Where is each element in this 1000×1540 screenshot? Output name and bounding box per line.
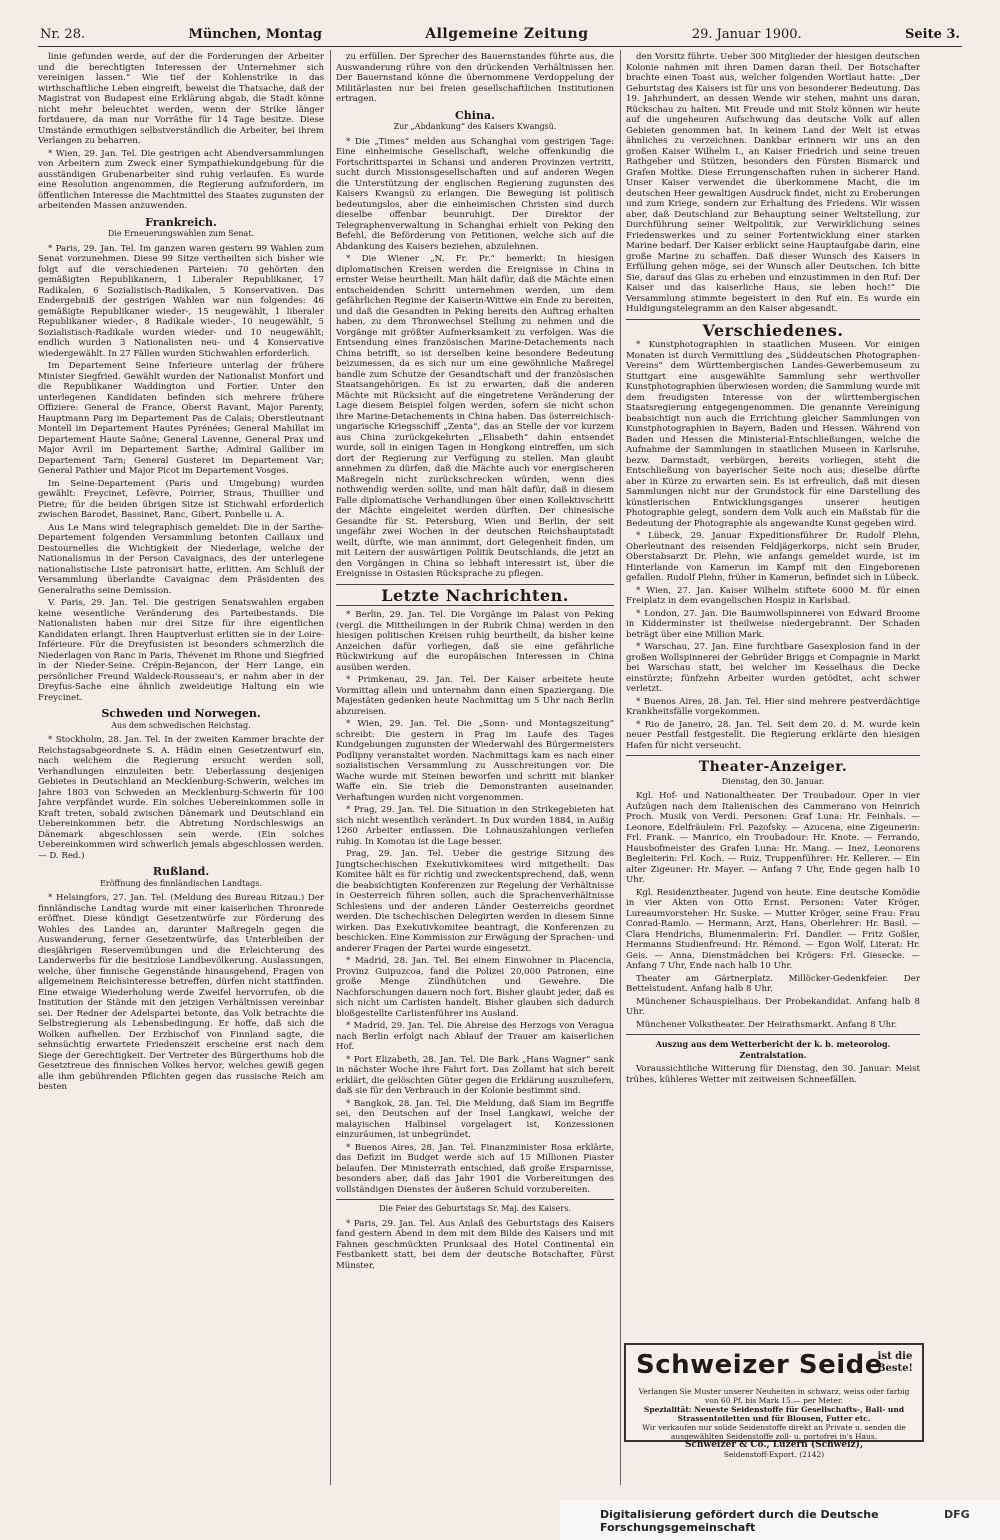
section-subheading: Zur „Abdankung“ des Kaisers Kwangsü. bbox=[393, 122, 557, 131]
city-day: München, Montag bbox=[188, 27, 322, 42]
section-heading: Schweden und Norwegen. bbox=[101, 707, 261, 720]
section-subheading: Dienstag, den 30. Januar. bbox=[721, 776, 825, 786]
ad-firm: Schweizer & Co., Luzern (Schweiz), bbox=[684, 1440, 864, 1450]
paragraph: * Madrid, 28. Jan. Tel. Bei einem Einwohner in Placencia, Provinz Guipuzcoa, fand die Polizei 20,000 Patronen, eine große Menge Zündhütchen und Gewehre. Die Nachforschungen dauern noch fort. Bisher glaubt jeder, daß es sich nicht um Carlisten handelt. Bisher glauben sich dadurch bloßgestellte Carlistenführer ins Ausland. bbox=[336, 956, 614, 1019]
paragraph: * Bangkok, 28. Jan. Tel. Die Meldung, daß Siam im Begriffe sei, den Deutschen auf der Insel Langkawi, welche der malayischen Halbinsel vorgelagert ist, Konzessionen einzuräumen, ist unbegründet. bbox=[336, 1098, 614, 1140]
column-1 bbox=[38, 52, 324, 1492]
paragraph: Voraussichtliche Witterung für Dienstag, den 30. Januar: Meist trübes, kühleres Wetter mit zeitweisen Schneefällen. bbox=[626, 1064, 920, 1085]
paragraph: * Helsingfors, 27. Jan. Tel. (Meldung des Bureau Ritzau.) Der finnländische Landtag wurde mit einer kaiserlichen Thronrede eröffnet. Diese kündigt Gesetzentwürfe zur Förderung des Wohles des Landes an, darunter Maßregeln gegen die Auswanderung, ferner Gesetzentwürfe, das Unterbleiben der diesjährigen Reservemübungen und die Erleichterung des Landerwerbs für die besitzlose Landbevölkerung. Auslassungen, welche, über finnische Gegenstände hinausgehend, Fragen von allgemeinem Reichsinteresse betreffen, dürfen nicht stattfinden. Eine etwaige Wiederholung werde Zweifel hervorrufen, ob die Institution der Stände mit den jetzigen Verhältnissen vereinbar sei. Der Redner der Adelspartei betonte, das Volk betrachte die Selbstregierung als Lebensbedingung. Er hoffe, daß sich die Wolken aufhellen. Der Erzbischof von Finnland sagte, die sehnsüchtig erwartete Friedenszeit erscheine erst nach dem Siege der Gerechtigkeit. Der Vertreter des Bürgerthums hob die Gesetztreue des finnischen Volkes hervor, welches gewiß gegen alle ihm gebührenden Pflichten gegen das russische Reich am besten bbox=[38, 893, 324, 1092]
paragraph: linie gefunden werde, auf der die Forderungen der Arbeiter und die berechtigten Interessen der Unternehmer sich vereinigen lassen.“ Wie tief der Kohlenstrike in das wirthschaftliche Leben eingreift, beweist die Thatsache, daß der Magistrat von Budapest eine Erklärung abgab, die Stadt könne nicht mehr beleuchtet werden, wenn der Strike länger fortdauere, da man nur Vorräthe für 14 Tage besitze. Diese Umstände ermuthigen selbstverständlich die Arbeiter, bei ihrem Verlangen zu beharren. bbox=[38, 52, 324, 146]
issue-date: 29. Januar 1900. bbox=[691, 27, 802, 42]
page-header bbox=[40, 16, 960, 42]
page-number: Seite 3. bbox=[904, 27, 960, 42]
section-subheading: Die Feier des Geburtstags Sr. Maj. des Kaisers. bbox=[379, 1204, 571, 1213]
ad-line: Spezialität: Neueste Seidenstoffe für Gesellschafts-, Ball- und Strassentoiletten und für Blousen, Futter etc. bbox=[643, 1405, 905, 1423]
paragraph: Aus Le Mans wird telegraphisch gemeldet: Die in der Sarthe-Departement folgenden Versammlung betonten Caillaux und Destournelles die Wichtigkeit der Niederlage, welche der Nationalismus in der Person Cavaignacs, des der unterlegene nationalistische Liste patronisirt hatte, erlitten. Am Schluß der Versammlung überlandte Cavaignac dem Präsidenten des Generalraths seine Demission. bbox=[38, 522, 324, 596]
paragraph: * Warschau, 27. Jan. Eine furchtbare Gasexplosion fand in der großen Wollspinnerei der Gebrüder Briggs et Compagnie in Markt bei Warschau statt, bei welcher im Kesselhaus die Decke einstürzte; fünfzehn Arbeiter wurden getödtet, acht schwer verletzt. bbox=[626, 642, 920, 694]
paragraph: * Berlin, 29. Jan. Tel. Die Vorgänge im Palast von Peking (vergl. die Mittheilungen in der Rubrik China) werden in den hiesigen politischen Kreisen ruhig beurtheilt, da bisher keine Anzeichen dafür vorliegen, daß sie eine gefährliche Rückwirkung auf die europäischen Interessen in China ausüben werden. bbox=[336, 610, 614, 673]
paragraph: * Paris, 29. Jan. Tel. Aus Anlaß des Geburtstags des Kaisers fand gestern Abend in dem mit dem Bilde des Kaisers und mit Fahnen geschmückten Prunksaal des Hotel Continental ein Festbankett statt, bei dem der deutsche Botschafter, Fürst Münster, bbox=[336, 1218, 614, 1271]
paragraph: Münchener Volkstheater. Der Heirathsmarkt. Anfang 8 Uhr. bbox=[636, 1019, 898, 1030]
paragraph: * Buenos Aires, 28. Jan. Tel. Finanzminister Rosa erklärte, das Defizit im Budget werde sich auf 15 Millionen Piaster belaufen. Der Ministerrath entschied, daß große Ersparnisse, besonders aber, daß das Jahr 1901 die Vorbereitungen des vollständigen Dienstes der äußeren Schuld vorzubereiten. bbox=[336, 1142, 614, 1195]
column-divider bbox=[330, 50, 331, 1485]
section-rule bbox=[626, 319, 920, 320]
section-heading: China. bbox=[455, 108, 495, 122]
paragraph: * Paris, 29. Jan. Tel. Im ganzen waren gestern 99 Wahlen zum Senat vorzunehmen. Diese 99 Sitze vertheilten sich bisher wie folgt auf die verschiedenen Parteien: 70 gehörten den gemäßigten Republikanern, 1 Liberaler Republikaner, 17 Radikalen, 6 Sozialistisch-Radikalen, 5 Konservativen. Das Endergebniß der gestrigen Wahlen war nun folgendes: 46 gemäßigte Republikaner wieder-, 15 neugewählt, 1 liberaler Republikaner wieder-, 8 Radikale wieder-, 10 neugewählt, 5 Sozialistisch-Radikale wurden wieder- und 10 neugewählt; endlich wurden 3 Nationalisten neu- und 4 Konservative wiedergewählt. In 27 Fällen wurden Stichwahlen erforderlich. bbox=[38, 243, 324, 359]
paragraph: * Port Elizabeth, 28. Jan. Tel. Die Bark „Hans Wagner“ sank in nächster Woche ihre Fahrt fort. Das Zollamt hat sich bereit erklärt, die gelöschten Güter gegen die Erklärung auszuliefern, daß sie für den Verbrauch in der Kolonie bestimmt sind. bbox=[336, 1054, 614, 1096]
paragraph: Im Seine-Departement (Paris und Umgebung) wurden gewählt: Freycinet, Lefèvre, Poirrier, Straus, Thuillier und Pietre; für die beiden übrigen Sitze ist Stichwahl erforderlich zwischen Barodet, Bassinet, Ranc, Gibert, Ponbelle u. A. bbox=[38, 478, 324, 520]
header-rule bbox=[38, 46, 962, 47]
ad-slogan: ist die Beste! bbox=[877, 1351, 913, 1374]
issue-number: Nr. 28. bbox=[40, 27, 86, 42]
paragraph: * Die „Times“ melden aus Schanghai vom gestrigen Tage: Eine einheimische Gesellschaft, welche offenkundig die Fortschrittspartei in Schansi und anderen Provinzen vertritt, sucht durch Missionsgesellschaften und auf anderen Wegen die Unterstützung der englischen Regierung zugunsten des Kaisers Kwangsü zu erlangen. Die Bewegung ist politisch bedeutungslos, aber die einheimischen Christen sind durch dieselbe offenbar beunruhigt. Der Direktor der Telegraphenverwaltung in Schanghai erhielt von Peking den Befehl, die Beförderung von Petitionen, welche sich auf die Abdankung des Kaisers beziehen, abzulehnen. bbox=[336, 136, 614, 252]
funding-note: Digitalisierung gefördert durch die Deutsche Forschungsgemeinschaft bbox=[600, 1508, 879, 1534]
section-rule bbox=[336, 584, 614, 585]
dfg-logo: DFG bbox=[944, 1508, 970, 1521]
section-rule bbox=[626, 755, 920, 756]
paragraph: * Rio de Janeiro, 28. Jan. Tel. Seit dem 20. d. M. wurde kein neuer Pestfall festgestellt. Die Regierung erklärte den hiesigen Hafen für nicht verseucht. bbox=[626, 719, 920, 751]
paragraph: den Vorsitz führte. Ueber 300 Mitglieder der hiesigen deutschen Kolonie nahmen mit ihren Damen daran theil. Der Botschafter brachte einen Toast aus, welcher folgenden Wortlaut hatte: „Der Geburtstag des Kaisers ist für uns von besonderer Bedeutung. Das 19. Jahrhundert, an dessen Wende wir stehen, mahnt uns daran, Rückschau zu halten. Mit Freude und mit Stolz können wir heute auf die ungeheuren Aufschwung das deutsche Volk auf allen Gebieten genommen hat. In keinem Land der Welt ist etwas ähnliches zu verzeichnen. Dankbar erinnern wir uns an den großen Kaiser Wilhelm I., an Kaiser Friedrich und seine treuen Rathgeber und Stützen, besonders den Fürsten Bismarck und Grafen Moltke. Diese Errungenschaften ruhen in sicherer Hand. Unser Kaiser verwendet die überkommene Macht, die im deutschen Heer gewaltigen Ausdruck findet, nicht zu Eroberungen und zum Kriege, sondern zur Erhaltung des Friedens. Wir wissen aber, daß Deutschland zur Behauptung seiner Weltstellung, zur Durchführung seiner Weltpolitik, zur Verwirklichung seines Friedenswerkes und zu seiner Fortentwicklung einer starken Marine bedarf. Der Kaiser erblickt seine Hauptaufgabe darin, eine große Marine zu schaffen. Daß dieser Wunsch des Kaisers in Erfüllung gehen möge, sei der Wunsch aller Deutschen. Ich bitte Sie, darauf das Glas zu erheben und einzustimmen in den Ruf: Der Kaiser und das kaiserliche Haus, sie leben hoch!“ Die Versammlung stimmte begeistert in den Ruf ein. Es wurde ein Huldigungstelegramm an den Kaiser abgesandt. bbox=[626, 52, 920, 314]
section-heading: Frankreich. bbox=[145, 215, 217, 229]
ad-body bbox=[636, 1387, 912, 1459]
paragraph: V. Paris, 29. Jan. Tel. Die gestrigen Senatswahlen ergaben keine wesentliche Veränderung des Parteibestands. Die Nationalisten haben nur drei Sitze für ihre eigentlichen Kandidaten erlangt. Ihren Hauptverlust erlitten sie in der Loire-Inférieure. Für die Dreyfusisten ist besonders schmerzlich die Niederlagen von Ranc in Paris, Thévenet im Rhone und Siegfried in der Nieder-Seine. Crépin-Bejancon, der Herr Lange, ein persönlicher Freund Waldeck-Rousseau's, er nahm aber in der Dreyfus-Sache eine ähnlich zweideutige Haltung ein wie Freycinet. bbox=[38, 598, 324, 703]
section-rule bbox=[336, 1199, 614, 1200]
silk-advertisement bbox=[624, 1343, 924, 1459]
paragraph: * Primkenau, 29. Jan. Tel. Der Kaiser arbeitete heute Vormittag allein und unternahm dann einen Spaziergang. Die Majestäten gedenken heute Nachmittag um 5 Uhr nach Berlin abzureisen. bbox=[336, 675, 614, 717]
column-2 bbox=[336, 52, 614, 1492]
section-rule bbox=[336, 605, 614, 606]
paragraph: * Die Wiener „N. Fr. Pr.“ bemerkt: In hiesigen diplomatischen Kreisen werden die Ereignisse in China in ernster Weise beurtheilt. Man hält dafür, daß die Mächte einen entscheidenden Schritt unternehmen werden, um dem gefährlichen Regime der Kaiserin-Wittwe ein Ende zu bereiten, und daß die Gesandten in Peking bereits den Auftrag erhalten haben, zu dem Thronwechsel Stellung zu nehmen und die Vorgänge mit größter Aufmerksamkeit zu verfolgen. Was die Entsendung eines französischen Marine-Detachements nach China betrifft, so ist derselben keine besondere Bedeutung beizumessen, da es sich nur um eine gewöhnliche Maßregel handle zum Schutze der Gesandtschaft und der französischen Staatsangehörigen. Es ist zu erwarten, daß die anderen Mächte mit Rücksicht auf die eingetretene Veränderung der Lage diesem Beispiel folgen werden, sofern sie nicht schon ihre Marine-Detachements in China haben. Das österreichisch-ungarische Kriegsschiff „Zenta“, das an Stelle der vor kurzem aus China zurückgekehrten „Elisabeth“ dahin entsendet wurde, soll in einigen Tagen in Hongkong eintreffen, um sich dort der Regierung zur Verfügung zu stellen. Man glaubt annehmen zu dürfen, daß die Mächte auch vor energischeren Maßregeln nicht zurückschrecken würden, wenn dies nothwendig werden sollte, und man hält dafür, daß in diesem Falle diplomatische Verhandlungen über einen Kollektivschritt der Mächte eingeleitet werden dürften. Der chinesische Gesandte für St. Petersburg, Wien und Berlin, der seit ungefähr zwei Wochen in der deutschen Reichshauptstadt weilt, dürfte, wie man annimmt, dort Gelegenheit finden, um mit Leitern der auswärtigen Politik Deutschlands, die jetzt an den Vorgängen in China so lebhaft interessirt ist, über die Ereignisse in Ostasien Rücksprache zu pflegen. bbox=[336, 254, 614, 579]
paragraph: * Stockholm, 28. Jan. Tel. In der zweiten Kammer brachte der Reichstagsabgeordnete S. A. Hädin einen Gesetzentwurf ein, nach welchem die Regierung ersucht werden soll, Verhandlungen einzuleiten betr. Ueberlassung desjenigen Gebietes in Deutschland an Mecklenburg-Schwerin, welches im Jahre 1803 von Schweden an Mecklenburg-Schwerin für 100 Jahre verpfändet wurde. Ein solches Uebereinkommen solle in Kraft treten, sobald zwischen Dänemark und Deutschland ein Uebereinkommen betr. die Abtretung Nordschleswigs an Dänemark abgeschlossen sein werde. (Ein solches Uebereinkommen wird schwerlich jemals abgeschlossen werden. — D. Red.) bbox=[38, 735, 324, 861]
section-heading: Theater-Anzeiger. bbox=[698, 759, 848, 775]
paragraph: * Prag, 29. Jan. Tel. Die Situation in den Strikegebieten hat sich nicht wesentlich verändert. In Dux wurden 1884, in Außig 1260 Arbeiter entlassen. Die Lohnauszahlungen verliefen ruhig. In Komotau ist die Lage besser. bbox=[336, 805, 614, 847]
paragraph: zu erfüllen. Der Sprecher des Bauernstandes führte aus, die Auswanderung rühre von den drückenden Verhältnissen her. Der Bauernstand könne die übernommene Verdoppelung der Militärlasten nur bei freien gesellschaftlichen Institutionen ertragen. bbox=[336, 52, 614, 104]
ad-line: Verlangen Sie Muster unserer Neuheiten in schwarz, weiss oder farbig von 60 Pf. bis Mark 15.— per Meter. bbox=[638, 1387, 910, 1405]
paragraph: * Kunstphotographien in staatlichen Museen. Vor einigen Monaten ist durch Vermittlung des „Süddeutschen Photographen-Vereins“ dem Württembergischen Landes-Gewerbemuseum zu Stuttgart eine ausgewählte Sammlung sehr werthvoller Kunstphotographien überwiesen worden; die Sammlung wurde mit dem freudigsten Interesse von der württembergischen Staatsregierung entgegengenommen. Die genannte Vereinigung beabsichtigt nun auch die Errichtung gleicher Sammlungen von Kunstphotographien in Bayern, Baden und Hessen. Während von Baden und Hessen die Ministerial-Entschließungen, welche die Aufnahme der Sammlungen in staatlichen Museen in Karlsruhe, bezw. Darmstadt, verbürgen, bereits vorliegen, steht die Entschließung von bayerischer Seite noch aus; dieselbe dürfte aber in Kürze zu erwarten sein. Es ist erfreulich, daß mit diesen Sammlungen nicht nur der Grundstock für eine Darstellung des künstlerischen Entwicklungsganges unserer heutigen Photographie gelegt, sondern dem Volk auch ein Maßstab für die Bedeutung der Photographie als angewandte Kunst gegeben wird. bbox=[626, 340, 920, 529]
paragraph: * Lübeck, 29. Januar Expeditionsführer Dr. Rudolf Plehn, Oberleutnant des reisenden Feldjägerkorps, nicht sein Bruder, Oberstabsarzt Dr. Plehn, wie anfangs gemeldet wurde, ist im Hinterlande von Kamerun im Kampf mit den Eingeborenen gefallen. Rudolf Plehn, früher in Kamerun, befindet sich in Lübeck. bbox=[626, 531, 920, 583]
section-subheading: Auszug aus dem Wetterbericht der k. b. meteorolog. Zentralstation. bbox=[655, 1039, 891, 1060]
section-heading: Letzte Nachrichten. bbox=[381, 585, 569, 605]
paragraph: Im Departement Seine Inferieure unterlag der frühere Minister Siegfried. Gewählt wurden der Nationalist Monfort und die Republikaner Waddington und Fortier. Unter den unterlegenen Kandidaten befinden sich mehrere frühere Offiziere: General de France, Oberst Ravant, Major Parenty, Hauptmann Parg im Departement Pas de Calais; Oberstleutnant Montell im Departement Hautes Pyrénées; General Mahillat im Departement Haute Saône; General Lavenne, General Prax und Major Avril im Departement Sarthe; Admiral Galliber im Departement Tarn; General Gusteret im Departement Var; General Pathier und Major Picot im Departement Vosges. bbox=[38, 361, 324, 476]
paragraph: Prag, 29. Jan. Tel. Ueber die gestrige Sitzung des Jungtschechischen Exekutivkomitees wird mitgetheilt: Das Komitee hält es für richtig und zweckentsprechend, daß, wenn die beabsichtigten Konferenzen zur Regelung der Verhältnisse in Oesterreich führen sollen, auch die Sprachenverhältnisse Schlesiens und der anderen Länder Oesterreichs geordnet werden. Die tschechischen Delegirten werden in diesem Sinne wirken. Das Exekutivkomitee beantragt, die Konferenzen zu beschicken. Eine Kommission zur Erwägung der Sprachen- und anderer Fragen der Partei wurde eingesetzt. bbox=[336, 849, 614, 954]
section-heading: Rußland. bbox=[152, 865, 210, 878]
paragraph: * Madrid, 29. Jan. Tel. Die Abreise des Herzogs von Veragua nach Berlin erfolgt nach Ablauf der Trauer am kaiserlichen Hof. bbox=[336, 1021, 614, 1052]
column-divider bbox=[620, 50, 621, 1485]
paragraph: Kgl. Hof- und Nationaltheater. Der Troubadour. Oper in vier Aufzügen nach dem Italienischen des Cammerano von Heinrich Proch. Musik von Verdi. Personen: Graf Luna: Hr. Feinhals. — Leonore, Edelfräulein: Frl. Pazofsky. — Azucena, eine Zigeunerin: Frl. Frank. — Manrico, ein Troubadour: Hr. Knote. — Ferrando, Hausbofmeister des Grafen Luna: Hr. Mang. — Inez, Leonorens Begleiterin: Frl. Koch. — Ruiz, Truppenführer: Hr. Kellerer. — Ein alter Zigeuner: Hr. Mayer. — Anfang 7 Uhr, Ende gegen halb 10 Uhr. bbox=[626, 791, 920, 885]
newspaper-title: Allgemeine Zeitung bbox=[425, 26, 589, 42]
paragraph: Münchener Schauspielhaus. Der Probekandidat. Anfang halb 8 Uhr. bbox=[626, 996, 920, 1017]
section-rule bbox=[626, 1034, 920, 1035]
section-subheading: Eröffnung des finnländischen Landtags. bbox=[100, 878, 262, 888]
paragraph: * Wien, 29. Jan. Tel. Die „Sonn- und Montagszeitung“ schreibt: Die gestern in Prag im Laufe des Tages Kundgebungen zugunsten der Wiederwahl des Bürgermeisters Podlipny veranstaltet worden. Nachmittags kam es nach einer sozialistischen Versammlung zu Ausschreitungen vor. Die Wache wurde mit Steinen beworfen und schritt mit blanker Waffe ein. Sie trieb die Demonstranten auseinander. Verhaftungen wurden nicht vorgenommen. bbox=[336, 719, 614, 803]
ad-title: Schweizer Seide bbox=[636, 1350, 883, 1380]
paragraph: * Wien, 29. Jan. Tel. Die gestrigen acht Abendversammlungen von Arbeitern zum Zweck einer Sympathiekundgebung für die ausständigen Grubenarbeiter sind ruhig verlaufen. Es wurde eine Resolution angenommen, die Regierung aufzufordern, im öffentlichen Interesse die Machtmittel des Staates zugunsten der arbeitenden Massen anzuwenden. bbox=[38, 148, 324, 211]
section-heading: Verschiedenes. bbox=[702, 320, 844, 340]
ad-export: Seidenstoff-Export. (2142) bbox=[723, 1450, 825, 1459]
paragraph: * London, 27. Jan. Die Baumwollspinnerei von Edward Broome in Kidderminster ist theilweise niedergebrannt. Der Schaden beträgt über eine Million Mark. bbox=[626, 608, 920, 640]
section-subheading: Aus dem schwedischen Reichstag. bbox=[111, 720, 251, 730]
section-subheading: Die Erneuerungswahlen zum Senat. bbox=[107, 229, 255, 238]
paragraph: * Wien, 27. Jan. Kaiser Wilhelm stiftete 6000 M. für einen Freiplatz in dem evangelischen Hospiz in Karlsbad. bbox=[626, 585, 920, 606]
paragraph: * Buenos Aires, 28. Jan. Tel. Hier sind mehrere pestverdächtige Krankheitsfälle vorgekommen. bbox=[626, 696, 920, 717]
ad-line: Wir verkaufen nur solide Seidenstoffe direkt an Private u. senden die ausgewählten Seidenstoffe zoll- u. portofrei in's Haus. bbox=[642, 1423, 906, 1441]
paragraph: Theater am Gärtnerplatz. Millöcker-Gedenkfeier. Der Bettelstudent. Anfang halb 8 Uhr. bbox=[626, 973, 920, 994]
column-3 bbox=[626, 52, 920, 1337]
paragraph: Kgl. Residenztheater. Jugend von heute. Eine deutsche Komödie in vier Akten von Otto Ernst. Personen: Vater Kröger, Lureaumvorsteher: Hr. Suske. — Mutter Kröger, seine Frau: Frau Conrad-Ramlo. — Hermann, Arzt, Hans, Oberlehrer: Hr. Basil. — Clara Hendrichs, Blumenmalerin: Frl. Dandler. — Fritz Goßler, Hermanns Studienfreund: Hr. Rémond. — Egon Wolf, Literat: Hr. Geis. — Anna, Dienstmädchen bei Krögers: Frl. Giesecke. — Anfang 7 Uhr, Ende nach halb 10 Uhr. bbox=[626, 887, 920, 971]
